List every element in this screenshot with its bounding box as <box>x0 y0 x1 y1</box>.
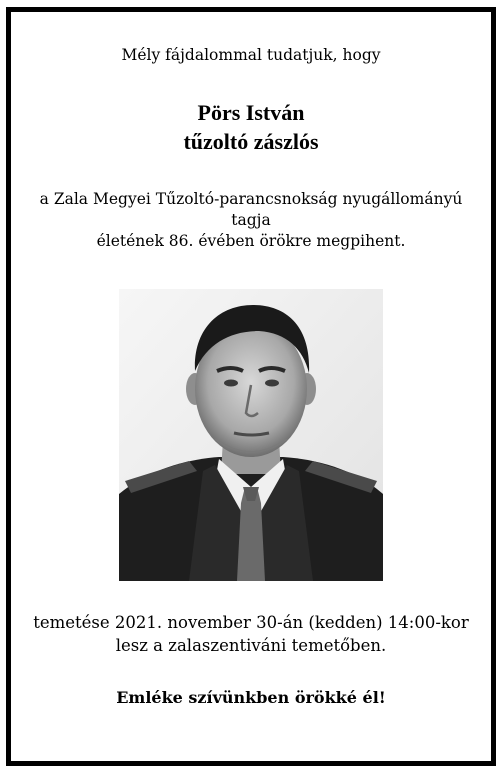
details-block <box>11 189 491 252</box>
portrait-photo <box>119 289 383 581</box>
detail-line-age: életének 86. évében örökre megpihent. <box>96 232 406 250</box>
intro-text: Mély fájdalommal tudatjuk, hogy <box>121 46 381 64</box>
detail-line-membership: tagja <box>231 211 271 229</box>
deceased-name: Pörs István <box>197 100 305 125</box>
funeral-block <box>11 611 491 657</box>
name-block <box>11 98 491 156</box>
obituary-notice <box>6 7 496 766</box>
detail-line-organization: a Zala Megyei Tűzoltó-parancsnokság nyugállományú <box>39 190 463 208</box>
memory-line: Emléke szívünkben örökké él! <box>116 688 386 707</box>
funeral-place-line: lesz a zalaszentiváni temetőben. <box>115 636 387 655</box>
funeral-date-line: temetése 2021. november 30-án (kedden) 14:00-kor <box>33 613 469 632</box>
deceased-rank: tűzoltó zászlós <box>183 129 319 154</box>
